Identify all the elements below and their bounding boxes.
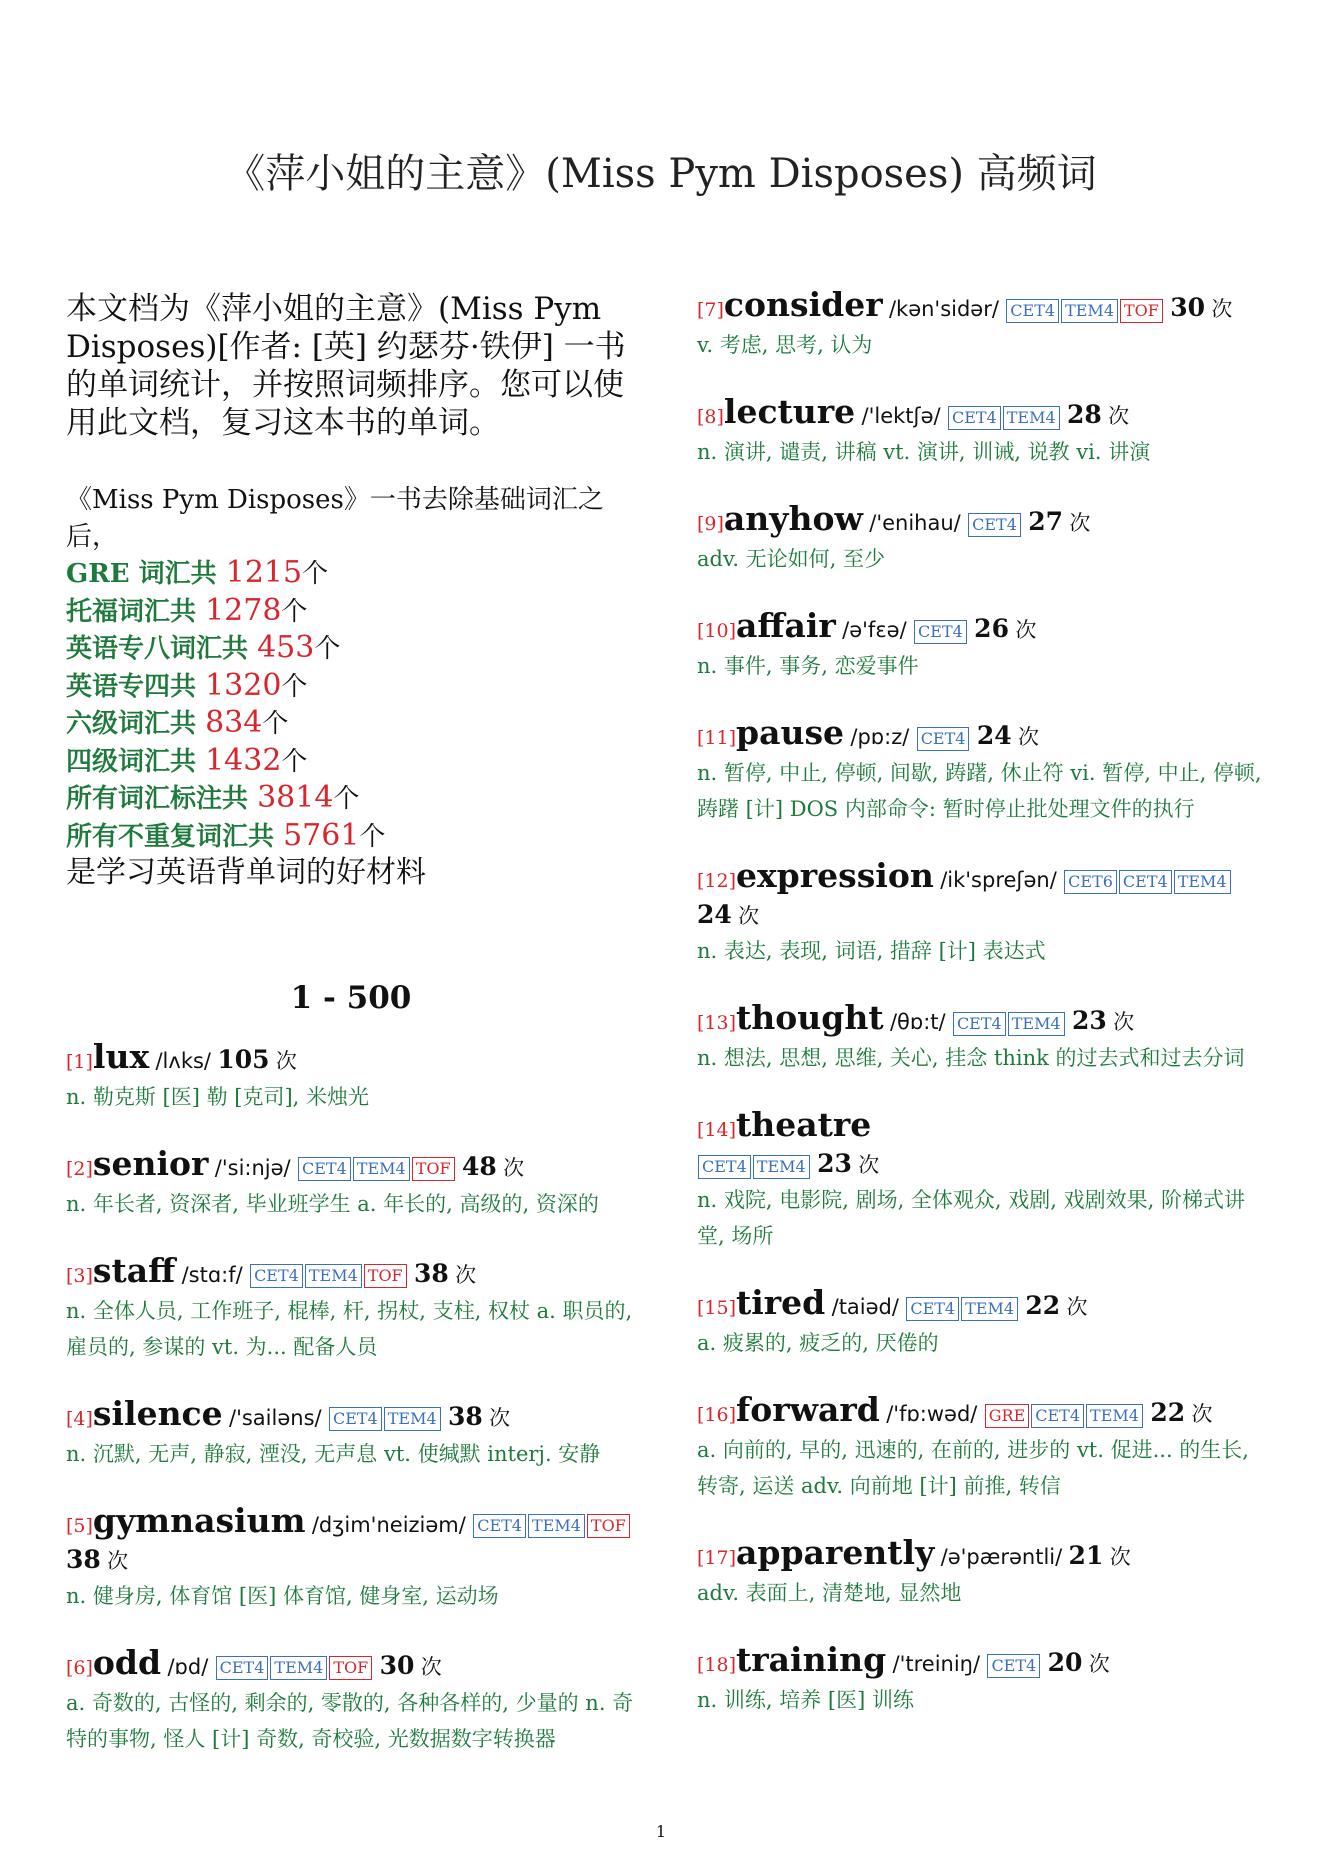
- exam-tag-tof: TOF: [1120, 299, 1163, 323]
- entry-frequency: 21: [1068, 1541, 1104, 1570]
- entry-header: [66, 1500, 636, 1578]
- intro-paragraph: 本文档为《萍小姐的主意》(Miss Pym Disposes)[作者: [英] 约瑟芬·铁伊] 一书的单词统计，并按照词频排序。您可以使用此文档，复习这本书的单词。: [66, 291, 626, 441]
- stats-intro-line: 《Miss Pym Disposes》一书去除基础词汇之后，: [66, 485, 604, 552]
- stat-row: [66, 818, 636, 856]
- stat-count: 5761: [283, 817, 360, 853]
- stat-label: 托福词汇共: [66, 596, 206, 627]
- stat-count: 3814: [257, 780, 334, 815]
- stat-count: 1278: [205, 592, 282, 628]
- exam-tag-cet6: CET6: [1064, 870, 1117, 894]
- word-entry: [697, 285, 1267, 363]
- entry-phonetic: /'enihau/: [869, 511, 961, 535]
- word-entry: [66, 1393, 636, 1472]
- entry-word: senior: [92, 1143, 209, 1183]
- stat-label: 所有词汇标注共: [66, 784, 258, 814]
- exam-tag-cet4: CET4: [948, 406, 1001, 430]
- entry-header: [66, 1143, 636, 1186]
- entry-header: [66, 1250, 636, 1293]
- exam-tag-tem4: TEM4: [528, 1514, 585, 1538]
- exam-tag-tem4: TEM4: [353, 1157, 410, 1181]
- frequency-unit: 次: [489, 1405, 511, 1430]
- exam-tag-cet4: CET4: [914, 620, 967, 644]
- entry-word: gymnasium: [92, 1500, 306, 1540]
- entry-frequency: 38: [448, 1401, 483, 1431]
- exam-tag-tof: TOF: [329, 1656, 372, 1680]
- frequency-unit: 次: [1017, 725, 1039, 749]
- exam-tag-tof: TOF: [587, 1514, 630, 1538]
- word-entry: [697, 499, 1267, 577]
- word-entry: [66, 1500, 636, 1614]
- entry-frequency: 27: [1028, 507, 1064, 536]
- stat-unit: 个: [262, 709, 289, 739]
- entry-index: [3]: [66, 1264, 93, 1287]
- entry-word: affair: [736, 606, 836, 645]
- entry-phonetic: /dʒim'neiziəm/: [311, 1512, 466, 1537]
- stat-label: 四级词汇共: [66, 746, 206, 777]
- entry-index: [13]: [697, 1012, 737, 1034]
- entry-word: staff: [92, 1250, 176, 1290]
- entry-frequency: 23: [817, 1149, 852, 1178]
- entry-word: lux: [92, 1036, 150, 1076]
- stat-unit: 个: [281, 746, 308, 777]
- frequency-unit: 次: [420, 1654, 442, 1679]
- entry-phonetic: /kən'sidər/: [888, 297, 999, 321]
- exam-tag-cet4: CET4: [298, 1157, 351, 1181]
- frequency-unit: 次: [1108, 404, 1130, 428]
- entry-phonetic: /θɒ:t/: [889, 1010, 946, 1034]
- frequency-unit: 次: [275, 1048, 297, 1073]
- entry-frequency: 20: [1047, 1648, 1083, 1677]
- stat-unit: 个: [333, 784, 360, 814]
- entry-header: [66, 1393, 636, 1436]
- exam-tag-tem4: TEM4: [270, 1656, 327, 1680]
- frequency-unit: 次: [455, 1262, 477, 1287]
- stat-label: GRE 词汇共: [66, 559, 226, 589]
- entry-header: [697, 1105, 1267, 1182]
- exam-tag-tem4: TEM4: [961, 1297, 1018, 1321]
- stat-row: [66, 705, 636, 743]
- entry-index: [16]: [697, 1404, 737, 1426]
- entry-frequency: 23: [1072, 1006, 1107, 1035]
- entry-phonetic: /'si:njə/: [214, 1155, 291, 1180]
- stat-label: 英语专八词汇共: [66, 634, 258, 664]
- stats-rows: [66, 555, 636, 855]
- entry-frequency: 26: [974, 614, 1009, 643]
- stat-label: 六级词汇共: [66, 709, 206, 739]
- entry-index: [14]: [697, 1119, 737, 1141]
- entry-frequency: 24: [697, 900, 732, 929]
- entry-definition: n. 戏院, 电影院, 剧场, 全体观众, 戏剧, 戏剧效果, 阶梯式讲堂, 场所: [697, 1188, 1245, 1248]
- entry-header: [697, 1640, 1267, 1682]
- stat-label: 所有不重复词汇共: [66, 821, 284, 852]
- entry-phonetic: /'sailəns/: [229, 1405, 322, 1430]
- entry-word: theatre: [736, 1105, 872, 1144]
- stat-row: [66, 555, 636, 593]
- frequency-unit: 次: [1066, 1295, 1088, 1319]
- entry-word: training: [736, 1640, 887, 1679]
- stat-unit: 个: [314, 634, 341, 664]
- entry-word: thought: [736, 998, 884, 1037]
- word-entry: [697, 606, 1267, 684]
- frequency-unit: 次: [1109, 1545, 1131, 1569]
- entry-phonetic: /ə'pærəntli/: [940, 1545, 1063, 1569]
- entry-header: [697, 285, 1267, 327]
- entry-header: [697, 499, 1267, 541]
- stat-row: [66, 593, 636, 631]
- word-entry: [697, 1533, 1267, 1611]
- entry-word: tired: [736, 1283, 826, 1322]
- frequency-unit: 次: [858, 1153, 880, 1177]
- entry-header: [697, 1390, 1267, 1432]
- entry-index: [9]: [697, 513, 724, 535]
- stat-row: [66, 630, 636, 668]
- entry-word: expression: [736, 856, 934, 895]
- exam-tag-cet4: CET4: [1119, 870, 1172, 894]
- word-entry: [697, 1105, 1267, 1254]
- word-entry: [697, 392, 1267, 470]
- entry-word: consider: [723, 285, 883, 324]
- vocab-stats: [66, 482, 636, 892]
- exam-tag-tem4: TEM4: [1174, 870, 1231, 894]
- stat-unit: 个: [302, 559, 329, 589]
- exam-tag-tem4: TEM4: [305, 1264, 362, 1288]
- entry-frequency: 38: [414, 1258, 449, 1288]
- frequency-unit: 次: [1191, 1402, 1213, 1426]
- entry-phonetic: /'lektʃə/: [861, 404, 941, 428]
- entry-frequency: 30: [379, 1650, 415, 1680]
- stat-unit: 个: [359, 821, 386, 852]
- exam-tag-cet4: CET4: [968, 513, 1021, 537]
- stats-closing: 是学习英语背单词的好材料: [66, 855, 426, 890]
- exam-tag-tof: TOF: [412, 1157, 455, 1181]
- entry-header: [697, 998, 1267, 1040]
- entry-definition: a. 向前的, 早的, 迅速的, 在前的, 进步的 vt. 促进... 的生长, 转寄, 运送 adv. 向前地 [计] 前推, 转信: [697, 1438, 1249, 1498]
- stat-count: 1215: [225, 555, 303, 590]
- exam-tag-cet4: CET4: [987, 1654, 1040, 1678]
- entry-word: odd: [92, 1642, 162, 1682]
- entry-definition: n. 全体人员, 工作班子, 棍棒, 杆, 拐杖, 支柱, 权杖 a. 职员的, 雇员的, 参谋的 vt. 为... 配备人员: [66, 1298, 633, 1359]
- entry-definition: a. 奇数的, 古怪的, 剩余的, 零散的, 各种各样的, 少量的 n. 奇特的事物, 怪人 [计] 奇数, 奇校验, 光数据数字转换器: [66, 1690, 634, 1751]
- exam-tag-cet4: CET4: [906, 1297, 959, 1321]
- entry-definition: n. 暂停, 中止, 停顿, 间歇, 踌躇, 休止符 vi. 暂停, 中止, 停顿, 踌躇 [计] DOS 内部命令: 暂时停止批处理文件的执行: [697, 761, 1262, 821]
- entry-index: [18]: [697, 1654, 737, 1676]
- stat-count: 834: [205, 705, 263, 740]
- frequency-unit: 次: [1015, 618, 1037, 642]
- exam-tag-gre: GRE: [985, 1404, 1030, 1428]
- entry-word: apparently: [736, 1533, 935, 1572]
- exam-tag-tem4: TEM4: [1086, 1404, 1143, 1428]
- frequency-unit: 次: [1113, 1010, 1135, 1034]
- exam-tag-cet4: CET4: [1006, 299, 1059, 323]
- exam-tag-cet4: CET4: [329, 1407, 382, 1431]
- exam-tag-cet4: CET4: [953, 1012, 1006, 1036]
- entry-definition: n. 勒克斯 [医] 勒 [克司], 米烛光: [66, 1084, 370, 1109]
- entry-index: [8]: [697, 406, 724, 428]
- entry-header: [66, 1036, 636, 1079]
- entry-index: [1]: [66, 1050, 93, 1073]
- entry-word: lecture: [723, 392, 856, 431]
- entry-definition: n. 演讲, 谴责, 讲稿 vt. 演讲, 训诫, 说教 vi. 讲演: [697, 440, 1151, 464]
- word-entry: [66, 1143, 636, 1222]
- entries-right: [697, 285, 1267, 1718]
- exam-tag-cet4: CET4: [473, 1514, 526, 1538]
- entry-definition: a. 疲累的, 疲乏的, 厌倦的: [697, 1331, 939, 1355]
- entry-index: [2]: [66, 1157, 93, 1180]
- entry-definition: n. 表达, 表现, 词语, 措辞 [计] 表达式: [697, 939, 1046, 963]
- entry-word: silence: [92, 1393, 223, 1433]
- range-heading: 1 - 500: [290, 979, 412, 1016]
- entry-definition: n. 年长者, 资深者, 毕业班学生 a. 年长的, 高级的, 资深的: [66, 1191, 599, 1216]
- entry-definition: n. 沉默, 无声, 静寂, 湮没, 无声息 vt. 使缄默 interj. 安静: [66, 1441, 601, 1466]
- entry-index: [11]: [697, 727, 737, 749]
- entry-phonetic: /taiəd/: [831, 1295, 899, 1319]
- exam-tag-tem4: TEM4: [1003, 406, 1060, 430]
- entry-header: [697, 392, 1267, 434]
- frequency-unit: 次: [1088, 1652, 1110, 1676]
- stat-count: 453: [257, 630, 315, 665]
- exam-tag-cet4: CET4: [250, 1264, 303, 1288]
- word-entry: [66, 1036, 636, 1115]
- entry-index: [10]: [697, 620, 737, 642]
- entry-frequency: 28: [1067, 400, 1102, 429]
- entry-phonetic: /ɒd/: [167, 1654, 209, 1679]
- right-column: [697, 285, 1267, 1750]
- stat-label: 英语专四共: [66, 671, 206, 702]
- entries-left: [66, 1036, 636, 1757]
- entry-index: [5]: [66, 1514, 93, 1537]
- entry-phonetic: /ik'spreʃən/: [940, 868, 1057, 892]
- entry-word: anyhow: [723, 499, 863, 538]
- exam-tag-tof: TOF: [364, 1264, 407, 1288]
- stat-row: [66, 668, 636, 706]
- entry-index: [4]: [66, 1407, 93, 1430]
- entry-frequency: 105: [217, 1044, 270, 1074]
- stat-count: 1432: [205, 742, 282, 778]
- stat-count: 1320: [205, 667, 282, 703]
- exam-tag-tem4: TEM4: [1061, 299, 1118, 323]
- word-entry: [697, 713, 1267, 827]
- exam-tag-cet4: CET4: [698, 1155, 751, 1179]
- entry-index: [15]: [697, 1297, 737, 1319]
- entry-index: [6]: [66, 1656, 93, 1679]
- entry-index: [12]: [697, 870, 737, 892]
- entry-index: [7]: [697, 299, 724, 321]
- stat-unit: 个: [281, 596, 308, 627]
- frequency-unit: 次: [1211, 297, 1233, 321]
- exam-tag-tem4: TEM4: [1008, 1012, 1065, 1036]
- left-column: [66, 290, 636, 1789]
- entry-definition: n. 训练, 培养 [医] 训练: [697, 1688, 914, 1712]
- frequency-unit: 次: [738, 904, 760, 928]
- entry-phonetic: /stɑ:f/: [181, 1262, 243, 1287]
- entry-frequency: 24: [976, 721, 1012, 750]
- entry-header: [697, 856, 1267, 933]
- exam-tag-tem4: TEM4: [753, 1155, 810, 1179]
- entry-word: forward: [736, 1390, 880, 1429]
- stat-row: [66, 743, 636, 781]
- entry-frequency: 48: [461, 1151, 497, 1181]
- frequency-unit: 次: [503, 1155, 525, 1180]
- entry-definition: adv. 无论如何, 至少: [697, 547, 886, 571]
- entry-definition: n. 事件, 事务, 恋爱事件: [697, 654, 919, 678]
- entry-phonetic: /'fɒ:wəd/: [886, 1402, 978, 1426]
- frequency-unit: 次: [107, 1548, 129, 1573]
- entry-definition: adv. 表面上, 清楚地, 显然地: [697, 1581, 962, 1605]
- stat-unit: 个: [281, 671, 308, 702]
- entry-phonetic: /ə'fɛə/: [842, 618, 907, 642]
- word-entry: [697, 998, 1267, 1076]
- entry-frequency: 38: [66, 1544, 101, 1574]
- word-entry: [697, 856, 1267, 969]
- exam-tag-cet4: CET4: [917, 727, 970, 751]
- exam-tag-cet4: CET4: [1031, 1404, 1084, 1428]
- entry-phonetic: /lʌks/: [155, 1048, 211, 1073]
- word-entry: [697, 1640, 1267, 1718]
- exam-tag-tem4: TEM4: [384, 1407, 441, 1431]
- entry-definition: n. 想法, 思想, 思维, 关心, 挂念 think 的过去式和过去分词: [697, 1046, 1245, 1070]
- entry-header: [697, 1283, 1267, 1325]
- entry-header: [66, 1642, 636, 1685]
- word-entry: [66, 1642, 636, 1757]
- entry-header: [697, 713, 1267, 755]
- entry-frequency: 22: [1025, 1291, 1061, 1320]
- entry-definition: n. 健身房, 体育馆 [医] 体育馆, 健身室, 运动场: [66, 1583, 499, 1608]
- entry-index: [17]: [697, 1547, 737, 1569]
- word-entry: [697, 1390, 1267, 1504]
- stat-row: [66, 780, 636, 818]
- page-title: 《萍小姐的主意》(Miss Pym Disposes) 高频词: [225, 151, 1097, 197]
- entry-phonetic: /'treiniŋ/: [892, 1652, 981, 1676]
- word-entry: [66, 1250, 636, 1365]
- frequency-unit: 次: [1069, 511, 1091, 535]
- word-entry: [697, 1283, 1267, 1361]
- entry-header: [697, 606, 1267, 648]
- page-number: 1: [655, 1822, 667, 1841]
- entry-definition: v. 考虑, 思考, 认为: [697, 333, 873, 357]
- entry-word: pause: [736, 713, 845, 752]
- entry-header: [697, 1533, 1267, 1575]
- entry-phonetic: /pɒ:z/: [850, 725, 910, 749]
- entry-frequency: 30: [1170, 293, 1206, 322]
- exam-tag-cet4: CET4: [216, 1656, 269, 1680]
- entry-frequency: 22: [1150, 1398, 1186, 1427]
